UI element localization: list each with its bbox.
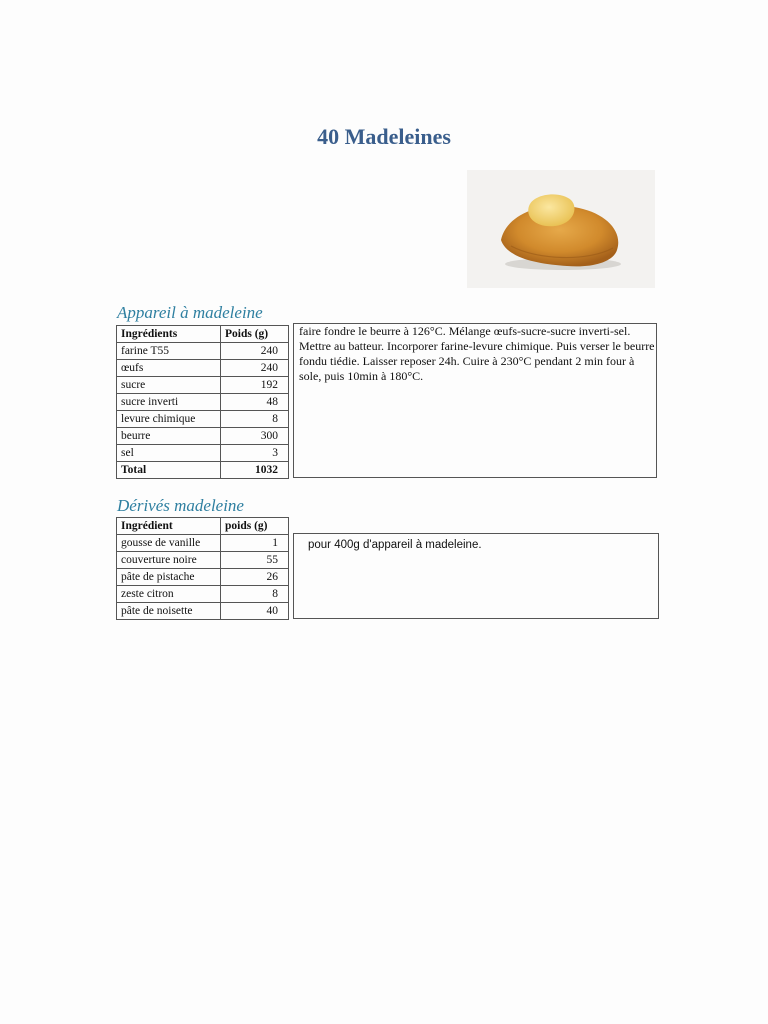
ingredient-name: gousse de vanille [117,535,221,552]
total-row [117,462,289,479]
table-row [117,377,289,394]
ingredient-name: couverture noire [117,552,221,569]
ingredient-weight: 55 [221,552,289,569]
table-row [117,535,289,552]
total-label: Total [117,462,221,479]
madeleine-photo [467,170,655,288]
table-row [117,603,289,620]
ingredient-name: levure chimique [117,411,221,428]
appareil-instructions: faire fondre le beurre à 126°C. Mélange œufs-sucre-sucre inverti-sel. Mettre au batteur. Incorporer farine-levure chimique. Puis verser le beurre fondu tiédie. Laisser reposer 24h. Cuire à 230°C pendant 2 min four à sole, puis 10min à 180°C. [293,323,657,478]
ingredient-name: sel [117,445,221,462]
column-header-weight: poids (g) [221,518,289,535]
ingredient-weight: 300 [221,428,289,445]
ingredient-name: pâte de noisette [117,603,221,620]
section-heading-appareil: Appareil à madeleine [117,303,263,322]
column-header-weight: Poids (g) [221,326,289,343]
table-row [117,360,289,377]
ingredient-name: beurre [117,428,221,445]
ingredient-weight: 192 [221,377,289,394]
table-row [117,586,289,603]
table-row [117,569,289,586]
table-row [117,552,289,569]
ingredient-weight: 240 [221,343,289,360]
ingredient-weight: 8 [221,586,289,603]
appareil-table [116,325,289,479]
ingredient-name: pâte de pistache [117,569,221,586]
ingredient-weight: 26 [221,569,289,586]
ingredient-weight: 8 [221,411,289,428]
table-header-row [117,326,289,343]
ingredient-weight: 3 [221,445,289,462]
table-header-row [117,518,289,535]
table-row [117,445,289,462]
column-header-ingredients: Ingrédients [117,326,221,343]
ingredient-weight: 1 [221,535,289,552]
ingredient-name: sucre inverti [117,394,221,411]
table-row [117,343,289,360]
table-row [117,411,289,428]
ingredient-name: zeste citron [117,586,221,603]
ingredient-weight: 40 [221,603,289,620]
derives-table [116,517,289,620]
page-title: 40 Madeleines [317,124,451,149]
table-row [117,428,289,445]
ingredient-weight: 48 [221,394,289,411]
table-row [117,394,289,411]
section-heading-derives: Dérivés madeleine [117,496,244,515]
derives-note: pour 400g d'appareil à madeleine. [293,533,659,619]
ingredient-name: sucre [117,377,221,394]
total-weight: 1032 [221,462,289,479]
ingredient-name: farine T55 [117,343,221,360]
column-header-ingredient: Ingrédient [117,518,221,535]
ingredient-weight: 240 [221,360,289,377]
ingredient-name: œufs [117,360,221,377]
madeleine-image [467,170,655,288]
